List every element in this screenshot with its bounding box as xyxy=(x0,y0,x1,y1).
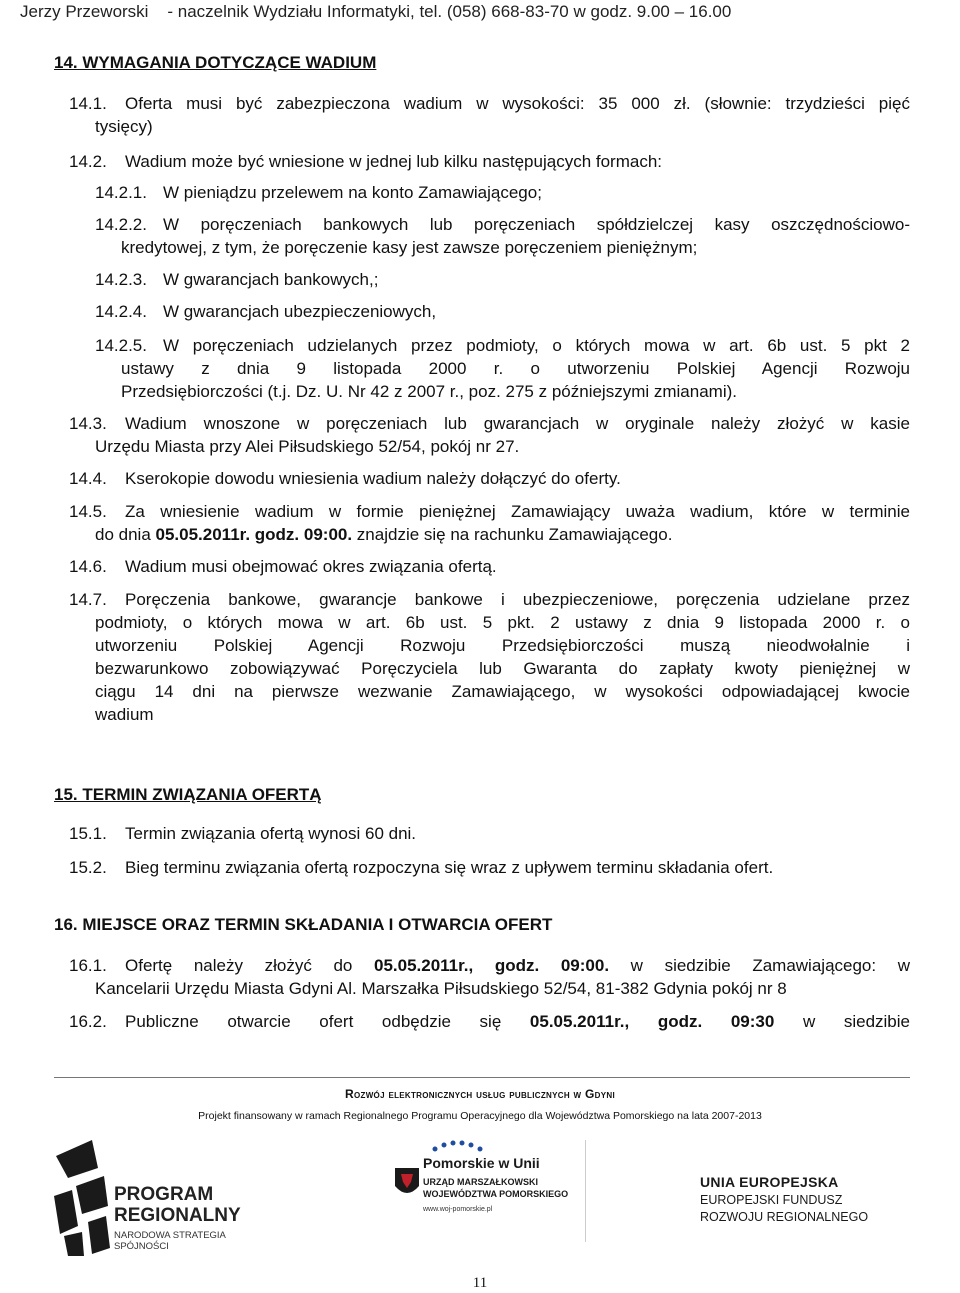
item-14-1-number: 14.1. xyxy=(69,94,107,113)
footer-project-title: Rozwój elektronicznych usług publicznych w Gdyni xyxy=(345,1087,615,1101)
item-14-2-5-line1: W poręczeniach udzielanych przez podmioty, o których mowa w art. 6b ust. 5 pkt 2 xyxy=(163,336,910,355)
logo2-line1: Pomorskie w Unii xyxy=(423,1155,540,1171)
item-14-7-line1: Poręczenia bankowe, gwarancje bankowe i ubezpieczeniowe, poręczenia udzielane przez xyxy=(125,590,910,609)
section-15-title: 15. TERMIN ZWIĄZANIA OFERTĄ xyxy=(54,785,322,804)
item-14-3-line2: Urzędu Miasta przy Alei Piłsudskiego 52/54, pokój nr 27. xyxy=(95,437,520,456)
item-14-5-deadline: 05.05.2011r. godz. 09:00. xyxy=(155,525,353,544)
item-16-2-opening-time: 05.05.2011r., godz. 09:30 xyxy=(529,1012,775,1031)
item-16-2-start: Publiczne otwarcie ofert odbędzie się xyxy=(125,1012,530,1031)
item-14-5-number: 14.5. xyxy=(69,502,107,521)
eu-fund-logo xyxy=(690,1160,910,1240)
item-14-5-line2 xyxy=(95,523,672,546)
item-14-5-line2-end: znajdzie się na rachunku Zamawiającego. xyxy=(352,525,673,544)
logo2-line4: www.woj-pomorskie.pl xyxy=(423,1206,493,1213)
page-number: 11 xyxy=(472,1275,488,1291)
logo1-line3: NARODOWA STRATEGIA SPÓJNOŚCI xyxy=(114,1230,226,1252)
item-16-1-line1-start: Ofertę należy złożyć do xyxy=(125,956,374,975)
section-16-title: 16. MIEJSCE ORAZ TERMIN SKŁADANIA I OTWARCIA OFERT xyxy=(54,915,553,934)
item-16-1-deadline: 05.05.2011r., godz. 09:00. xyxy=(373,956,610,975)
program-regionalny-logo xyxy=(48,1138,278,1256)
item-16-2-end: w siedzibie xyxy=(774,1012,910,1031)
item-14-2-number: 14.2. xyxy=(69,152,107,171)
logo2-line2: URZĄD MARSZAŁKOWSKI xyxy=(423,1177,538,1187)
item-14-4-number: 14.4. xyxy=(69,469,107,488)
item-16-1-line1 xyxy=(125,954,910,977)
item-14-3-line1: Wadium wnoszone w poręczeniach lub gwarancjach w oryginale należy złożyć w kasie xyxy=(125,414,910,433)
item-16-1-line1-end: w siedzibie Zamawiającego: w xyxy=(609,956,910,975)
footer-funding-note: Projekt finansowany w ramach Regionalnego Programu Operacyjnego dla Województwa Pomorskiego na lata 2007-2013 xyxy=(198,1110,762,1122)
item-14-2-5-line2: ustawy z dnia 9 listopada 2000 r. o utworzeniu Polskiej Agencji Rozwoju xyxy=(121,359,910,378)
item-14-7-line2: podmioty, o których mowa w art. 6b ust. 5 pkt. 2 ustawy z dnia 9 listopada 2000 r. o xyxy=(95,613,910,632)
logo2-line3: WOJEWÓDZTWA POMORSKIEGO xyxy=(423,1189,569,1199)
item-14-2-2-number: 14.2.2. xyxy=(95,215,147,234)
item-14-2-1-number: 14.2.1. xyxy=(95,183,147,202)
item-14-7-line4: bezwarunkowo zobowiązywać Poręczyciela lub Gwaranta do zapłaty kwoty pieniężnej w xyxy=(95,659,910,678)
logo3-line3: ROZWOJU REGIONALNEGO xyxy=(700,1210,869,1224)
item-14-2-text: Wadium może być wniesione w jednej lub kilku następujących formach: xyxy=(125,152,663,171)
item-14-2-2-line1: W poręczeniach bankowych lub poręczeniach spółdzielczej kasy oszczędnościowo- xyxy=(163,215,910,234)
item-14-1-line2: tysięcy) xyxy=(95,117,153,136)
item-14-3-number: 14.3. xyxy=(69,414,107,433)
eu-stars-icon xyxy=(431,1140,491,1154)
item-14-7-line3: utworzeniu Polskiej Agencji Rozwoju Przedsiębiorczości muszą nieodwołalnie i xyxy=(95,636,910,655)
pomorskie-griffin-icon xyxy=(393,1166,421,1200)
pomorskie-logo xyxy=(383,1140,586,1242)
item-14-2-1-text: W pieniądzu przelewem na konto Zamawiającego; xyxy=(163,183,542,202)
item-14-2-4-number: 14.2.4. xyxy=(95,302,147,321)
item-14-2-3-text: W gwarancjach bankowych,; xyxy=(163,270,379,289)
footer-divider xyxy=(54,1077,910,1078)
item-14-1-line1: Oferta musi być zabezpieczona wadium w wysokości: 35 000 zł. (słownie: trzydzieści pięć xyxy=(125,94,910,113)
item-16-2-number: 16.2. xyxy=(69,1012,107,1031)
item-14-2-2-line2: kredytowej, z tym, że poręczenie kasy jest zawsze poręczeniem pieniężnym; xyxy=(121,238,698,257)
item-14-7-line6: wadium xyxy=(95,705,154,724)
item-16-1-number: 16.1. xyxy=(69,956,107,975)
item-14-5-line1: Za wniesienie wadium w formie pieniężnej Zamawiający uważa wadium, które w terminie xyxy=(125,502,910,521)
logo3-line2: EUROPEJSKI FUNDUSZ xyxy=(700,1193,843,1207)
item-14-2-5-line3: Przedsiębiorczości (t.j. Dz. U. Nr 42 z 2007 r., poz. 275 z późniejszymi zmianami). xyxy=(121,382,737,401)
item-15-2-text: Bieg terminu związania ofertą rozpoczyna się wraz z upływem terminu składania ofert. xyxy=(125,858,774,877)
item-15-2-number: 15.2. xyxy=(69,858,107,877)
logo3-line1: UNIA EUROPEJSKA xyxy=(700,1174,839,1190)
item-14-6-number: 14.6. xyxy=(69,557,107,576)
item-14-7-line5: ciągu 14 dni na pierwsze wezwanie Zamawiającego, w wysokości odpowiadającej kwocie xyxy=(95,682,910,701)
item-14-2-4-text: W gwarancjach ubezpieczeniowych, xyxy=(163,302,437,321)
item-15-1-number: 15.1. xyxy=(69,824,107,843)
item-14-6-text: Wadium musi obejmować okres związania ofertą. xyxy=(125,557,497,576)
item-14-2-3-number: 14.2.3. xyxy=(95,270,147,289)
item-14-4-text: Kserokopie dowodu wniesienia wadium należy dołączyć do oferty. xyxy=(125,469,621,488)
logo1-line2: REGIONALNY xyxy=(114,1205,241,1226)
item-16-2-text xyxy=(125,1010,910,1033)
item-16-1-line2: Kancelarii Urzędu Miasta Gdyni Al. Marszałka Piłsudskiego 52/54, 81-382 Gdynia pokój nr 8 xyxy=(95,979,787,998)
logo1-line1: PROGRAM xyxy=(114,1184,214,1205)
item-14-2-5-number: 14.2.5. xyxy=(95,336,147,355)
item-15-1-text: Termin związania ofertą wynosi 60 dni. xyxy=(125,824,417,843)
program-regionalny-emblem-icon xyxy=(48,1138,116,1258)
item-14-5-line2-start: do dnia xyxy=(95,525,156,544)
section-14-title: 14. WYMAGANIA DOTYCZĄCE WADIUM xyxy=(54,53,377,72)
page-header: Jerzy Przeworski - naczelnik Wydziału Informatyki, tel. (058) 668-83-70 w godz. 9.00 – 16.00 xyxy=(20,2,732,21)
item-14-7-number: 14.7. xyxy=(69,590,107,609)
